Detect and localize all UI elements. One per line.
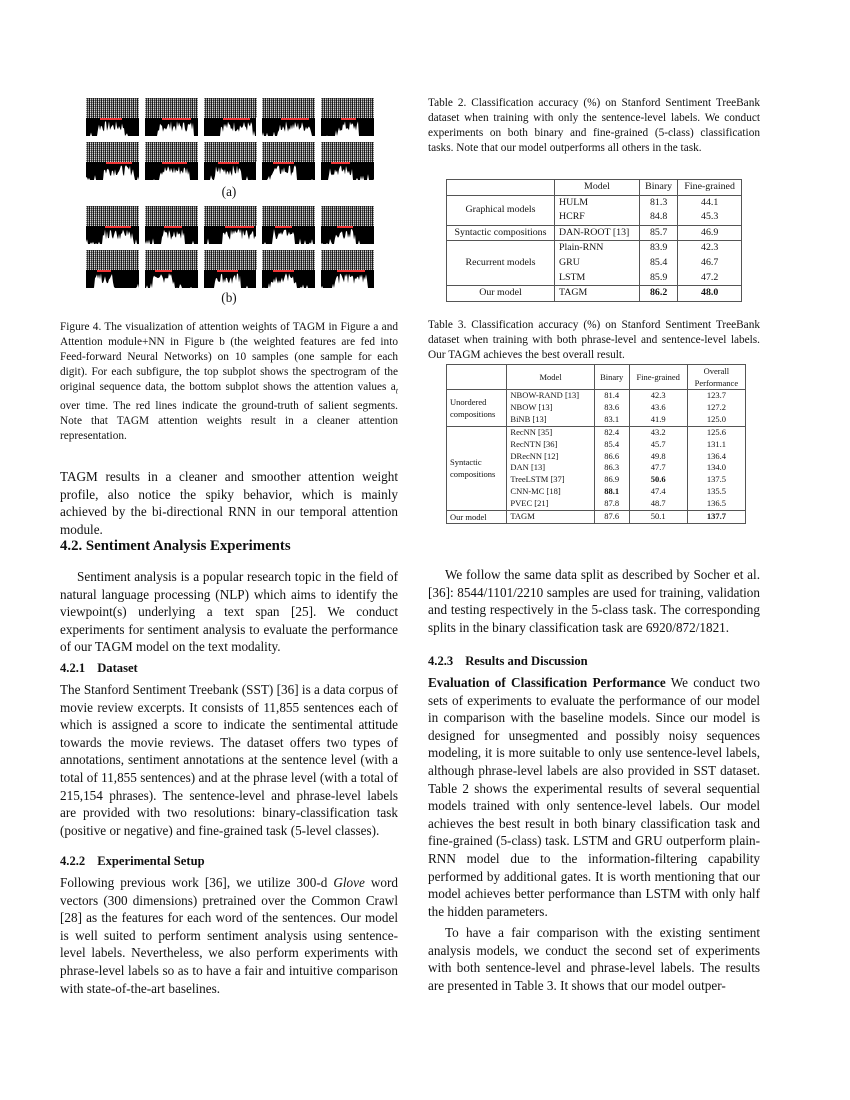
table-3-cell: 82.4 xyxy=(594,426,629,438)
figure-4a xyxy=(86,98,374,186)
attention-sample-thumb xyxy=(86,206,139,244)
table-2-caption: Table 2. Classification accuracy (%) on Stanford Sentiment TreeBank dataset when training with only the sentence-level labels. We conduct experiments on both binary and fine-grained (5-class) classification tasks. Note that our model outperforms all others in the task. xyxy=(428,97,760,155)
attention-sample-thumb xyxy=(204,142,257,180)
table-2-cell: DAN-ROOT [13] xyxy=(555,225,640,241)
attention-sample-thumb xyxy=(86,142,139,180)
table-3 xyxy=(446,364,746,524)
attention-sample-thumb xyxy=(321,206,374,244)
table-2-cell: 42.3 xyxy=(678,241,742,256)
table-3-cell: 136.4 xyxy=(687,451,745,463)
attention-sample-thumb xyxy=(204,206,257,244)
table-2-cell: LSTM xyxy=(555,271,640,286)
table-2-cell: 83.9 xyxy=(639,241,677,256)
para-sentiment-intro: Sentiment analysis is a popular research topic in the field of natural language processing (NLP) which aims to identify the viewpoint(s) underlying a text span [25]. We conduct experiments for sentiment analysis to evaluate the performance of our TAGM model on the text modality. xyxy=(60,569,398,655)
table-3-cell: DAN [13] xyxy=(507,462,594,474)
attention-sample-thumb xyxy=(145,142,198,180)
table-3-cell: NBOW [13] xyxy=(507,402,594,414)
table-2-header-cell xyxy=(447,180,555,196)
table-3-cell: 135.5 xyxy=(687,486,745,498)
table-2-cell: 86.2 xyxy=(639,286,677,302)
table-2-cell: 81.3 xyxy=(639,195,677,210)
table-3-caption: Table 3. Classification accuracy (%) on Stanford Sentiment TreeBank dataset when training with both phrase-level and sentence-level labels. Our TAGM achieves the best overall result. xyxy=(428,319,760,362)
table-2-cell: TAGM xyxy=(555,286,640,302)
attention-sample-thumb xyxy=(204,250,257,288)
table-2-group-cell: Recurrent models xyxy=(447,241,555,286)
table-3-cell: 50.1 xyxy=(629,511,687,524)
table-3-group-cell: Unordered compositions xyxy=(447,390,507,427)
table-3-cell: 87.8 xyxy=(594,498,629,510)
table-3-group-cell: Our model xyxy=(447,511,507,524)
table-2-header-row xyxy=(447,180,742,196)
attention-sample-thumb xyxy=(262,142,315,180)
table-3-cell: 86.3 xyxy=(594,462,629,474)
table-2-header-cell: Binary xyxy=(639,180,677,196)
table-3-cell: NBOW-RAND [13] xyxy=(507,390,594,402)
table-3-cell: TAGM xyxy=(507,511,594,524)
table-3-cell: RecNTN [36] xyxy=(507,439,594,451)
table-3-cell: 125.0 xyxy=(687,414,745,426)
table-3-cell: 88.1 xyxy=(594,486,629,498)
para-results: Evaluation of Classification Performance We conduct two sets of experiments to evaluate the performance of our model in comparison with the baseline models. Since our model is designed for unsegmented and possibly noisy sequences modeling, it is more suitable to only use sentence-level labels, although phrase-level labels are also provided in SST dataset. Table 2 shows the experimental results of several sequential models trained with only sentence-level labels. Our model achieves the best result in both binary classification task and fine-grained (5-class) task. LSTM and GRU outperform plain-RNN model due to the information-filtering capability performed by additional gates. It is worth mentioning that our model achieves better performance than LSTM with only half the hidden parameters. xyxy=(428,675,760,919)
table-3-cell: PVEC [21] xyxy=(507,498,594,510)
table-3-cell: 43.2 xyxy=(629,426,687,438)
table-row xyxy=(447,195,742,210)
table-3-cell: 85.4 xyxy=(594,439,629,451)
table-2-cell: 47.2 xyxy=(678,271,742,286)
table-row xyxy=(447,225,742,241)
table-row xyxy=(447,241,742,256)
table-3-cell: 87.6 xyxy=(594,511,629,524)
table-3-cell: 125.6 xyxy=(687,426,745,438)
section-4-2-3-heading: 4.2.3 Results and Discussion xyxy=(428,654,588,668)
para-dataset: The Stanford Sentiment Treebank (SST) [36] is a data corpus of movie review excerpts. It consists of 11,855 sentences each of which is assigned a score to indicate the sentimental attitude towards the movie reviews. The dataset offers two types of annotations, sentiment annotations at the sentence level (with a total of 11,855 sentences) and at the phrase level (with a total of 215,154 phrases). The sentence-level and phrase-level labels are provided with two resolutions: binary-classification task (positive or negative) and fine-grained task (5-level classes). xyxy=(60,682,398,838)
figure-4a-label: (a) xyxy=(221,184,237,199)
table-2-cell: 85.4 xyxy=(639,256,677,271)
table-3-cell: TreeLSTM [37] xyxy=(507,474,594,486)
table-3-cell: 41.9 xyxy=(629,414,687,426)
table-3-cell: 131.1 xyxy=(687,439,745,451)
table-3-cell: 47.4 xyxy=(629,486,687,498)
attention-sample-thumb xyxy=(204,98,257,136)
table-2-cell: 48.0 xyxy=(678,286,742,302)
table-3-cell: 123.7 xyxy=(687,390,745,402)
table-2-cell: 44.1 xyxy=(678,195,742,210)
table-3-cell: RecNN [35] xyxy=(507,426,594,438)
figure-4b-label: (b) xyxy=(221,290,237,305)
table-2-cell: 46.9 xyxy=(678,225,742,241)
table-2-cell: 84.8 xyxy=(639,210,677,225)
table-3-cell: 47.7 xyxy=(629,462,687,474)
table-3-cell: 137.7 xyxy=(687,511,745,524)
table-3-cell: 45.7 xyxy=(629,439,687,451)
attention-sample-thumb xyxy=(321,98,374,136)
table-3-cell: 43.6 xyxy=(629,402,687,414)
attention-sample-thumb xyxy=(262,250,315,288)
attention-sample-thumb xyxy=(145,250,198,288)
table-3-cell: DRecNN [12] xyxy=(507,451,594,463)
table-3-cell: 134.0 xyxy=(687,462,745,474)
table-2-cell: HCRF xyxy=(555,210,640,225)
para-data-split: We follow the same data split as described by Socher et al. [36]: 8544/1101/2210 samples are used for training, validation and testing respectively in the 5-class task. The corresponding splits in the binary classification task are 6920/872/1821. xyxy=(428,567,760,635)
table-3-header-cell: Overall Performance xyxy=(687,365,745,390)
table-3-group-cell: Syntactic compositions xyxy=(447,426,507,510)
table-3-header-cell xyxy=(447,365,507,390)
attention-sample-thumb xyxy=(321,250,374,288)
table-2-cell: HULM xyxy=(555,195,640,210)
table-3-cell: 83.1 xyxy=(594,414,629,426)
table-2 xyxy=(446,179,742,302)
attention-sample-thumb xyxy=(145,206,198,244)
table-3-cell: BiNB [13] xyxy=(507,414,594,426)
table-row xyxy=(447,426,746,438)
table-2-group-cell: Graphical models xyxy=(447,195,555,225)
table-2-cell: GRU xyxy=(555,256,640,271)
para-experimental-setup: Following previous work [36], we utilize 300-d Glove word vectors (300 dimensions) pretrained over the Common Crawl [28] as the features for each word of the sentences. Our model is well suited to perform sentiment analysis using sentence-level labels. Nevertheless, we also perform experiments with phrase-level labels so as to have a fair and intuitive comparison with state-of-the-art baselines. xyxy=(60,875,398,996)
section-4-2-heading: 4.2. Sentiment Analysis Experiments xyxy=(60,538,291,554)
table-3-cell: 50.6 xyxy=(629,474,687,486)
table-2-cell: Plain-RNN xyxy=(555,241,640,256)
table-row xyxy=(447,511,746,524)
table-3-cell: 42.3 xyxy=(629,390,687,402)
table-3-cell: 86.6 xyxy=(594,451,629,463)
table-2-header-cell: Fine-grained xyxy=(678,180,742,196)
table-3-cell: 137.5 xyxy=(687,474,745,486)
table-3-cell: CNN-MC [18] xyxy=(507,486,594,498)
table-2-header-cell: Model xyxy=(555,180,640,196)
attention-sample-thumb xyxy=(86,98,139,136)
table-2-group-cell: Syntactic compositions xyxy=(447,225,555,241)
para-attention-profile: TAGM results in a cleaner and smoother attention weight profile, also notice the spiky behavior, which is mainly achieved by the bi-directional RNN in our temporal attention module. xyxy=(60,469,398,537)
para-fair-comparison: To have a fair comparison with the existing sentiment analysis models, we conduct the second set of experiments with both sentence-level and phrase-level labels. The results are presented in Table 3. It shows that our model outper- xyxy=(428,925,760,993)
table-3-cell: 83.6 xyxy=(594,402,629,414)
figure-4-caption: Figure 4. The visualization of attention weights of TAGM in Figure a and Attention module+NN in Figure b (the weighted features are fed into Feed-forward Neural Networks) on 10 samples (one sample for each digit). For each subfigure, the top subplot shows the spectrogram of the original sequence data, the bottom subplot shows the attention values $a_t$ over time. The red lines indicate the ground-truth of salient segments. Note that TAGM attention weights result in a cleaner attention representation. xyxy=(60,321,398,442)
table-3-cell: 136.5 xyxy=(687,498,745,510)
table-2-group-cell: Our model xyxy=(447,286,555,302)
table-3-cell: 127.2 xyxy=(687,402,745,414)
table-3-header-cell: Fine-grained xyxy=(629,365,687,390)
attention-sample-thumb xyxy=(262,206,315,244)
section-4-2-1-heading: 4.2.1 Dataset xyxy=(60,661,138,675)
table-row xyxy=(447,390,746,402)
table-3-header-cell: Model xyxy=(507,365,594,390)
figure-4b xyxy=(86,206,374,294)
table-3-cell: 81.4 xyxy=(594,390,629,402)
attention-sample-thumb xyxy=(145,98,198,136)
section-4-2-2-heading: 4.2.2 Experimental Setup xyxy=(60,854,205,868)
table-3-header-cell: Binary xyxy=(594,365,629,390)
table-3-cell: 49.8 xyxy=(629,451,687,463)
table-2-cell: 45.3 xyxy=(678,210,742,225)
table-3-cell: 48.7 xyxy=(629,498,687,510)
attention-sample-thumb xyxy=(321,142,374,180)
attention-sample-thumb xyxy=(86,250,139,288)
table-3-header-row xyxy=(447,365,746,390)
table-2-cell: 46.7 xyxy=(678,256,742,271)
table-3-cell: 86.9 xyxy=(594,474,629,486)
table-2-cell: 85.9 xyxy=(639,271,677,286)
table-2-cell: 85.7 xyxy=(639,225,677,241)
attention-sample-thumb xyxy=(262,98,315,136)
table-row xyxy=(447,286,742,302)
